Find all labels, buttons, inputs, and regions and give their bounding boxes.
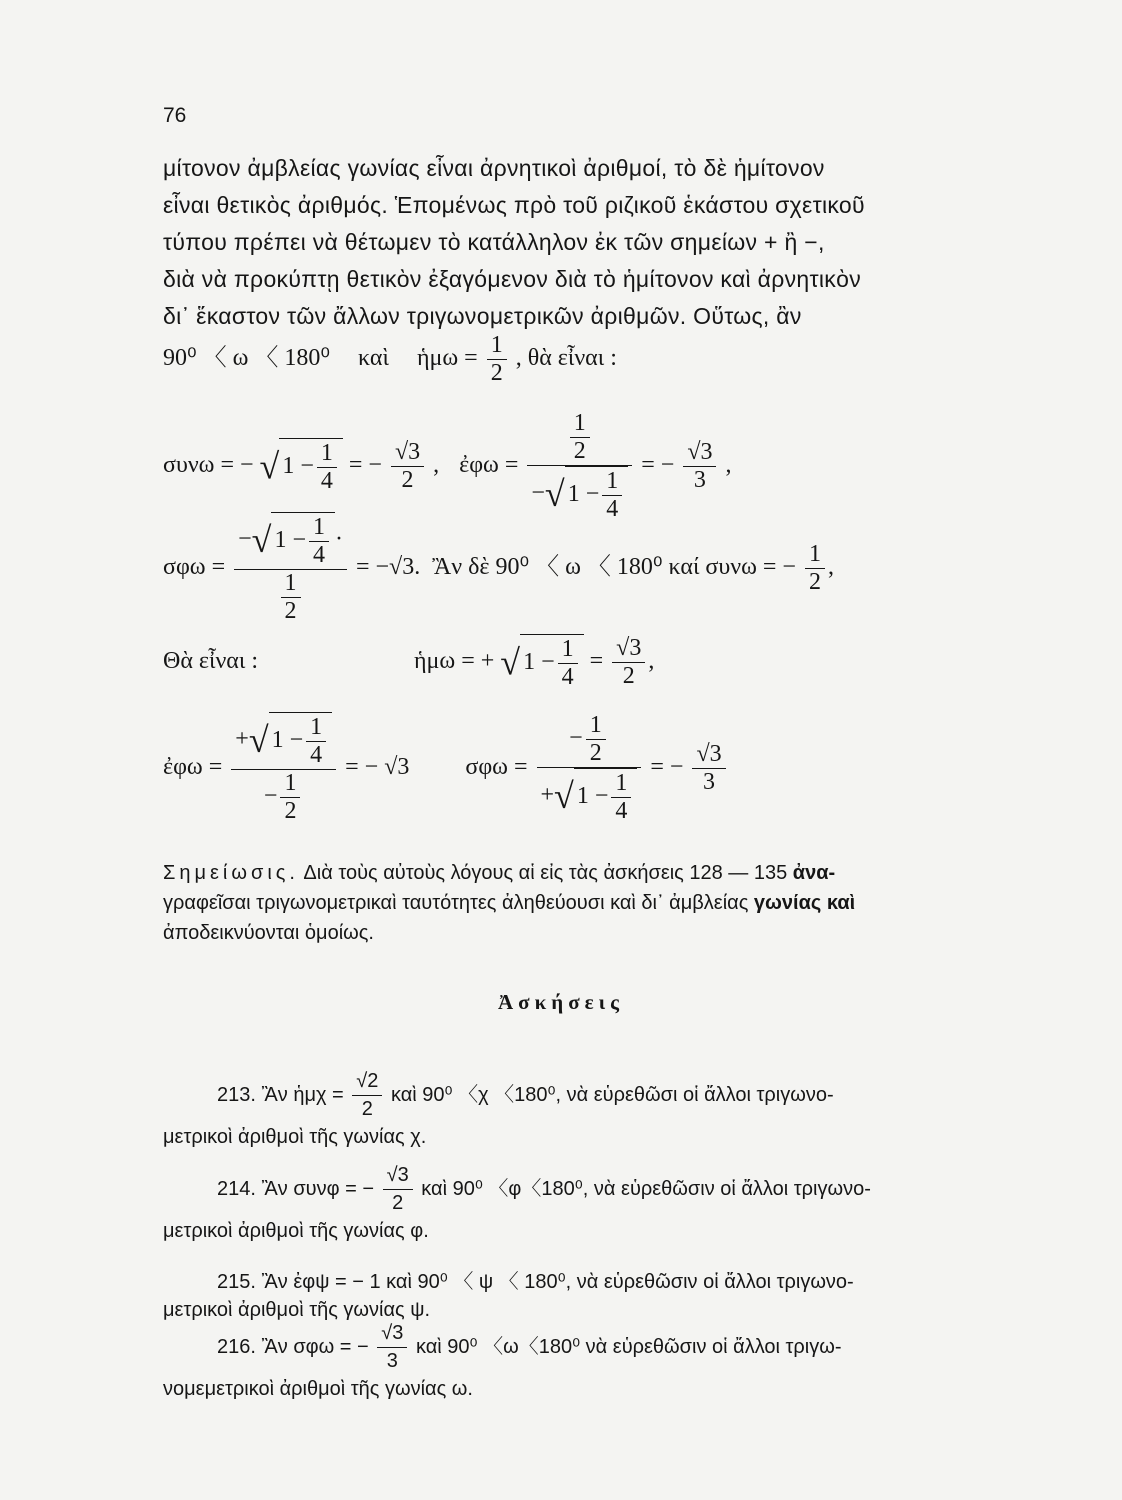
- fraction: [487, 332, 507, 387]
- fraction-numerator: √3: [391, 439, 424, 467]
- eq-text: ἡμω =: [416, 345, 478, 372]
- fraction-numerator: √2: [352, 1068, 382, 1096]
- eq-text: 1 −: [271, 727, 304, 754]
- intro-paragraph: [163, 150, 1023, 335]
- fraction-numerator: 1: [586, 712, 606, 740]
- eq-text: = −: [348, 452, 382, 479]
- fraction: [377, 1320, 407, 1375]
- fraction-numerator: 1: [805, 541, 825, 569]
- fraction: [612, 635, 645, 690]
- paragraph-line: τύπου πρέπει νὰ θέτωμεν τὸ κατάλληλον ἐκ τῶν σημείων + ἢ −,: [163, 229, 825, 255]
- fraction-denominator: 2: [284, 598, 297, 624]
- exercise-line: μετρικοὶ ἀριθμοὶ τῆς γωνίας ψ.: [163, 1299, 431, 1321]
- fraction-numerator: 1: [317, 440, 337, 468]
- fraction: [570, 410, 590, 465]
- fraction-denominator: 4: [615, 798, 628, 824]
- fraction: [611, 770, 631, 825]
- fraction-numerator: 1: [570, 410, 590, 438]
- fraction: [234, 512, 347, 625]
- exercise-number: 215.: [217, 1271, 256, 1293]
- exercise-text: Ἂν ἐφψ = − 1 καὶ 90⁰ 〈 ψ 〈 180⁰, νὰ εὑρεθῶσιν οἱ ἄλλοι τριγωνο-: [261, 1271, 854, 1293]
- eq-text: +: [235, 726, 249, 753]
- eq-text: ,: [827, 554, 834, 581]
- eq-text: +: [540, 782, 555, 809]
- fraction-numerator: [527, 410, 632, 466]
- exercise-line: νομεμετρικοὶ ἀριθμοὶ τῆς γωνίας ω.: [163, 1378, 473, 1400]
- paragraph-line: διὰ νὰ προκύπτῃ θετικὸν ἐξαγόμενον διὰ τὸ ἡμίτονον καὶ ἀρνητικὸν: [163, 266, 862, 292]
- fraction: [352, 1068, 382, 1123]
- fraction: [231, 712, 336, 825]
- fraction: [281, 570, 301, 625]
- note-paragraph: [163, 858, 1025, 948]
- fraction-denominator: 3: [386, 1350, 398, 1372]
- exercise-text: καὶ 90⁰ 〈χ 〈180⁰, νὰ εὑρεθῶσι οἱ ἄλλοι τριγωνο-: [390, 1083, 834, 1106]
- square-root: [252, 512, 335, 569]
- eq-text: 1 −: [576, 783, 609, 810]
- fraction-numerator: √3: [383, 1162, 413, 1190]
- exercise-213: [163, 1068, 1025, 1151]
- exercise-number: 216.: [217, 1335, 256, 1358]
- fraction-numerator: 1: [558, 636, 578, 664]
- fraction-numerator: √3: [692, 741, 725, 769]
- fraction: [280, 770, 300, 825]
- radical-icon: √: [248, 720, 269, 760]
- fraction: [558, 636, 578, 691]
- exercise-line: [163, 1268, 1025, 1296]
- equation-cos-tan: [163, 410, 731, 523]
- exercise-line: μετρικοὶ ἀριθμοὶ τῆς γωνίας φ.: [163, 1220, 429, 1242]
- fraction-numerator: 1: [281, 570, 301, 598]
- note-label: Σημείωσις.: [163, 862, 299, 884]
- fraction-denominator: 4: [312, 542, 325, 568]
- exercise-214: [163, 1162, 1025, 1245]
- fraction: [306, 714, 326, 769]
- fraction-denominator: 2: [392, 1192, 404, 1214]
- fraction-numerator: [231, 712, 336, 770]
- fraction-denominator: 2: [401, 467, 414, 493]
- eq-text: 1 −: [523, 649, 555, 676]
- equation-cot: [163, 512, 834, 625]
- eq-text: ἐφω =: [163, 754, 223, 781]
- exercise-text: Ἂν σφω = −: [261, 1335, 369, 1358]
- fraction-denominator: 2: [490, 360, 503, 386]
- radical-icon: √: [259, 446, 280, 487]
- fraction-numerator: 1: [306, 714, 326, 742]
- exercise-text: καὶ 90⁰ 〈ω〈180⁰ νὰ εὑρεθῶσιν οἱ ἄλλοι τριγω-: [415, 1335, 842, 1358]
- note-bold-text: ἀνα-: [792, 862, 836, 884]
- eq-text: = −: [641, 452, 675, 479]
- eq-text: = − √3: [345, 754, 410, 781]
- eq-text: −: [238, 526, 252, 553]
- section-heading: Ἀσκήσεις: [498, 990, 624, 1014]
- fraction-denominator: 3: [693, 467, 706, 493]
- square-root: [500, 634, 583, 691]
- radical-icon: √: [251, 520, 272, 560]
- square-root: [249, 712, 332, 769]
- equation-tan-cot-result: [163, 712, 729, 825]
- fraction-denominator: 2: [808, 569, 821, 595]
- fraction: [692, 741, 725, 796]
- fraction: [317, 440, 337, 495]
- eq-text: ,: [648, 648, 655, 675]
- eq-text: ,: [725, 452, 732, 479]
- paragraph-line: μίτονον ἀμβλείας γωνίας εἶναι ἀρνητικοὶ ἀριθμοί, τὸ δὲ ἡμίτονον: [163, 155, 825, 181]
- exercise-215: [163, 1268, 1025, 1324]
- fraction-denominator: 2: [622, 663, 635, 689]
- eq-text: ,: [433, 452, 440, 479]
- fraction-denominator: 3: [703, 769, 716, 795]
- exercise-text: Ἂν συνφ = −: [261, 1177, 375, 1200]
- fraction-denominator: 4: [320, 468, 333, 494]
- eq-text: 1 −: [567, 481, 600, 508]
- radical-icon: √: [554, 776, 574, 816]
- exercise-number: 214.: [217, 1177, 256, 1200]
- eq-text: ἡμω = +: [414, 648, 495, 675]
- eq-text: 1 −: [274, 527, 306, 554]
- eq-text: , θὰ εἶναι :: [515, 345, 617, 372]
- equation-sin-given: [163, 332, 617, 387]
- radical-icon: √: [544, 474, 565, 514]
- exercise-number: 213.: [217, 1083, 256, 1106]
- eq-text: = −√3.: [355, 554, 421, 581]
- fraction-denominator: 2: [573, 438, 586, 464]
- note-bold-text: γωνίας καὶ: [753, 892, 856, 914]
- exercise-line: [163, 1320, 1025, 1375]
- fraction-denominator: [537, 768, 642, 825]
- fraction: [309, 514, 329, 569]
- fraction-numerator: [234, 512, 347, 570]
- exercise-line: [163, 1068, 1025, 1123]
- exercise-line: μετρικοὶ ἀριθμοὶ τῆς γωνίας χ.: [163, 1126, 427, 1148]
- fraction-denominator: 4: [606, 496, 619, 522]
- fraction: [683, 439, 716, 494]
- fraction-denominator: 2: [284, 798, 297, 824]
- fraction-numerator: 1: [280, 770, 300, 798]
- fraction: [527, 410, 632, 523]
- fraction-numerator: 1: [611, 770, 631, 798]
- equation-sin-result: [163, 634, 654, 691]
- fraction-denominator: [231, 770, 336, 825]
- exercise-line: [163, 1162, 1025, 1217]
- eq-text: Ἂν δὲ 90⁰ 〈 ω 〈 180⁰ καί συνω = −: [432, 554, 796, 581]
- fraction-denominator: [234, 570, 347, 625]
- fraction: [805, 541, 825, 596]
- eq-text: =: [589, 648, 604, 675]
- note-text: Διὰ τοὺς αὐτοὺς λόγους αἱ εἰς τὰς ἀσκήσεις 128 — 135: [303, 862, 788, 884]
- square-root: [554, 768, 637, 825]
- exercise-text: Ἂν ἡμχ =: [261, 1083, 344, 1106]
- fraction-numerator: √3: [612, 635, 645, 663]
- fraction-numerator: 1: [602, 468, 622, 496]
- note-text: γραφεῖσαι τριγωνομετρικαὶ ταυτότητες ἀληθεύουσι καὶ δι᾿ ἀμβλείας: [163, 892, 749, 914]
- exercise-text: καὶ 90⁰ 〈φ〈180⁰, νὰ εὑρεθῶσιν οἱ ἄλλοι τριγωνο-: [421, 1177, 871, 1200]
- fraction-denominator: 4: [561, 664, 574, 690]
- paragraph-line: εἶναι θετικὸς ἀριθμός. Ἑπομένως πρὸ τοῦ ριζικοῦ ἑκάστου σχετικοῦ: [163, 192, 865, 218]
- square-root: [260, 438, 343, 495]
- fraction: [391, 439, 424, 494]
- fraction: [586, 712, 606, 767]
- eq-text: −: [263, 783, 278, 810]
- fraction-numerator: 1: [487, 332, 507, 360]
- eq-text: ἐφω =: [459, 452, 519, 479]
- eq-text: −: [531, 480, 545, 507]
- eq-text: σφω =: [163, 554, 226, 581]
- eq-text: = −: [650, 754, 684, 781]
- fraction-denominator: 2: [361, 1098, 373, 1120]
- fraction: [383, 1162, 413, 1217]
- exercise-216: [163, 1320, 1025, 1403]
- fraction-numerator: 1: [309, 514, 329, 542]
- paragraph-line: δι᾿ ἕκαστον τῶν ἄλλων τριγωνομετρικῶν ἀριθμῶν. Οὕτως, ἂν: [163, 303, 802, 329]
- note-text: ἀποδεικνύονται ὁμοίως.: [163, 922, 374, 944]
- eq-text: καὶ: [358, 345, 389, 372]
- eq-text: 90⁰ 〈 ω 〈 180⁰: [163, 345, 331, 372]
- fraction-numerator: √3: [683, 439, 716, 467]
- fraction-numerator: √3: [377, 1320, 407, 1348]
- eq-text: συνω = −: [163, 452, 254, 479]
- eq-text: σφω =: [465, 754, 528, 781]
- fraction-denominator: 4: [310, 742, 323, 768]
- eq-text: 1 −: [282, 453, 314, 480]
- radical-icon: √: [500, 642, 521, 683]
- eq-label: Θὰ εἶναι :: [163, 648, 258, 675]
- page-number: 76: [163, 104, 187, 127]
- fraction: [537, 712, 642, 825]
- eq-text: −: [569, 725, 583, 752]
- eq-text: ·: [334, 526, 343, 553]
- fraction-denominator: 2: [589, 740, 602, 766]
- fraction-numerator: [537, 712, 642, 768]
